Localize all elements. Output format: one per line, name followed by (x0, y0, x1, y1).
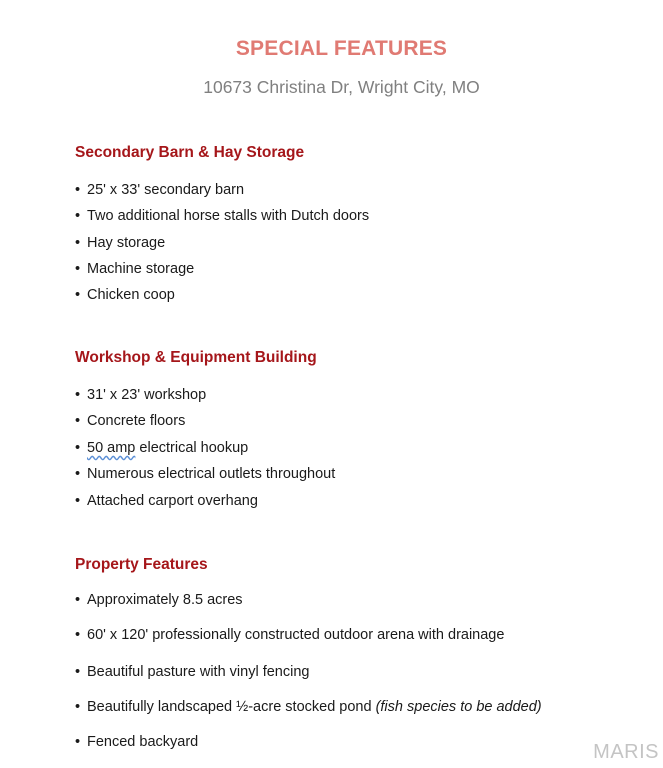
list-item: • Attached carport overhang (75, 493, 258, 509)
bullet-icon: • (75, 466, 81, 482)
list-item: • 31' x 23' workshop (75, 387, 207, 403)
bullet-icon: • (75, 734, 81, 750)
bullet-icon: • (75, 699, 81, 715)
list-item: • Hay storage (75, 235, 166, 251)
list-item: • Machine storage (75, 261, 195, 277)
bullet-icon: • (75, 493, 81, 509)
bullet-icon: • (75, 261, 81, 277)
bullet-icon: • (75, 387, 81, 403)
bullet-icon: • (75, 440, 81, 456)
list-item: • Beautifully landscaped ½-acre stocked pond (fish species to be added) (75, 699, 542, 715)
list-item: • 60' x 120' professionally constructed outdoor arena with drainage (75, 627, 505, 643)
bullet-icon: • (75, 413, 81, 429)
page-title: SPECIAL FEATURES (235, 37, 448, 60)
spellcheck-underline-text: 50 amp (87, 440, 136, 456)
bullet-icon: • (75, 592, 81, 608)
bullet-icon: • (75, 664, 81, 680)
bullet-icon: • (75, 627, 81, 643)
section-heading-workshop: Workshop & Equipment Building (75, 349, 317, 366)
watermark-logo: MARIS (593, 741, 659, 763)
section-heading-barn: Secondary Barn & Hay Storage (75, 144, 305, 161)
bullet-icon: • (75, 235, 81, 251)
list-item: • Beautiful pasture with vinyl fencing (75, 664, 310, 680)
list-item: • Two additional horse stalls with Dutch doors (75, 208, 370, 224)
section-heading-property: Property Features (75, 556, 208, 573)
list-item: • Concrete floors (75, 413, 186, 429)
list-item: • 25' x 33' secondary barn (75, 182, 245, 198)
bullet-icon: • (75, 208, 81, 224)
pond-note: (fish species to be added) (375, 699, 542, 715)
list-item: • Fenced backyard (75, 734, 199, 750)
bullet-icon: • (75, 287, 81, 303)
list-item: • Numerous electrical outlets throughout (75, 466, 336, 482)
list-item: • Approximately 8.5 acres (75, 592, 243, 608)
bullet-icon: • (75, 182, 81, 198)
property-address: 10673 Christina Dr, Wright City, MO (203, 77, 480, 97)
list-item: • 50 amp electrical hookup (75, 440, 249, 456)
list-item: • Chicken coop (75, 287, 175, 303)
